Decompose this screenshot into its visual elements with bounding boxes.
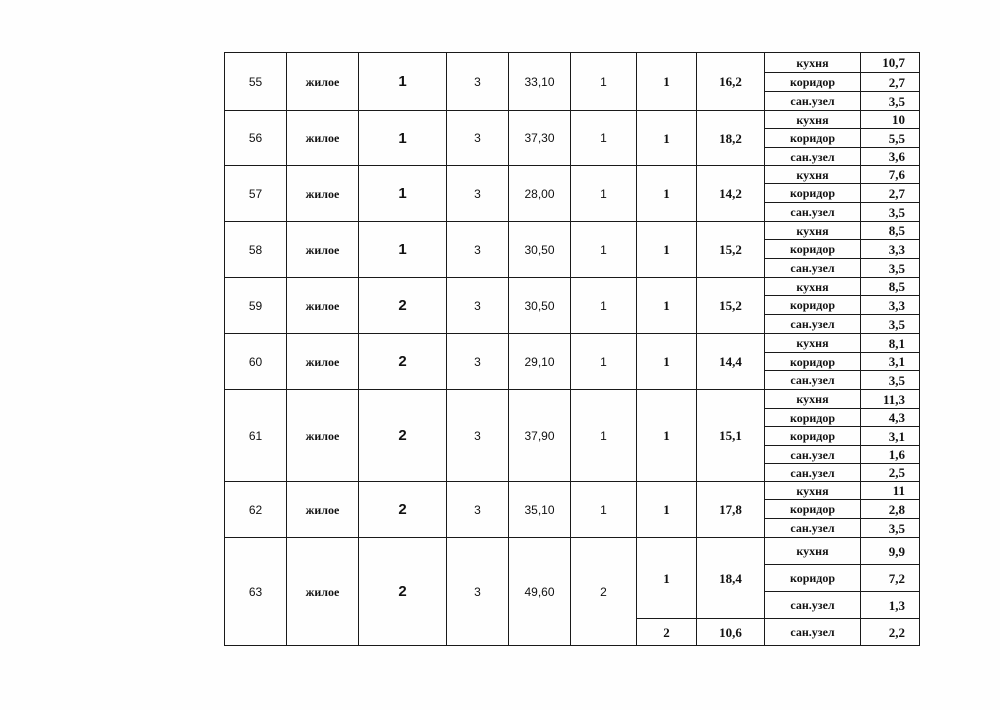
room-number: 1 <box>637 53 697 111</box>
aux-room-area: 3,1 <box>861 427 920 446</box>
aux-room-name: сан.узел <box>765 592 861 619</box>
aux-room-area: 4,3 <box>861 409 920 427</box>
room-count: 1 <box>571 166 637 222</box>
total-area: 28,00 <box>509 166 571 222</box>
aux-room-area: 2,7 <box>861 184 920 203</box>
aux-room-name: коридор <box>765 73 861 92</box>
apartment-table <box>224 52 920 646</box>
aux-room-area: 3,5 <box>861 92 920 111</box>
room-area: 14,2 <box>697 166 765 222</box>
apartment-number: 58 <box>225 222 287 278</box>
aux-room-area: 11,3 <box>861 390 920 409</box>
total-area: 29,10 <box>509 334 571 390</box>
aux-room-area: 1,6 <box>861 446 920 464</box>
floor-number: 1 <box>359 53 447 111</box>
room-number: 1 <box>637 334 697 390</box>
aux-room-name: кухня <box>765 482 861 500</box>
rooms-value: 3 <box>447 166 509 222</box>
premises-type: жилое <box>287 482 359 538</box>
aux-room-area: 3,1 <box>861 353 920 371</box>
room-number: 1 <box>637 538 697 619</box>
table-row <box>225 334 920 353</box>
rooms-value: 3 <box>447 482 509 538</box>
aux-room-area: 7,2 <box>861 565 920 592</box>
floor-number: 2 <box>359 390 447 482</box>
aux-room-name: кухня <box>765 538 861 565</box>
apartment-number: 60 <box>225 334 287 390</box>
aux-room-area: 1,3 <box>861 592 920 619</box>
room-area: 16,2 <box>697 53 765 111</box>
room-number: 1 <box>637 222 697 278</box>
aux-room-name: сан.узел <box>765 315 861 334</box>
aux-room-area: 3,5 <box>861 259 920 278</box>
room-area: 18,4 <box>697 538 765 619</box>
aux-room-name: кухня <box>765 222 861 240</box>
room-number: 1 <box>637 390 697 482</box>
rooms-value: 3 <box>447 390 509 482</box>
aux-room-area: 5,5 <box>861 129 920 148</box>
room-number: 1 <box>637 278 697 334</box>
aux-room-name: коридор <box>765 129 861 148</box>
aux-room-name: коридор <box>765 353 861 371</box>
total-area: 37,30 <box>509 111 571 166</box>
aux-room-name: коридор <box>765 565 861 592</box>
apartment-number: 59 <box>225 278 287 334</box>
total-area: 30,50 <box>509 278 571 334</box>
aux-room-area: 9,9 <box>861 538 920 565</box>
total-area: 33,10 <box>509 53 571 111</box>
floor-number: 1 <box>359 166 447 222</box>
premises-type: жилое <box>287 166 359 222</box>
room-count: 1 <box>571 53 637 111</box>
aux-room-area: 2,2 <box>861 619 920 646</box>
rooms-value: 3 <box>447 222 509 278</box>
aux-room-name: сан.узел <box>765 446 861 464</box>
premises-type: жилое <box>287 278 359 334</box>
aux-room-name: сан.узел <box>765 259 861 278</box>
aux-room-name: сан.узел <box>765 619 861 646</box>
premises-type: жилое <box>287 111 359 166</box>
table-row <box>225 166 920 184</box>
room-count: 2 <box>571 538 637 646</box>
apartment-number: 62 <box>225 482 287 538</box>
room-area: 15,2 <box>697 278 765 334</box>
aux-room-area: 3,3 <box>861 296 920 315</box>
room-count: 1 <box>571 390 637 482</box>
room-number: 1 <box>637 482 697 538</box>
table-row <box>225 278 920 296</box>
aux-room-name: сан.узел <box>765 464 861 482</box>
aux-room-area: 3,6 <box>861 148 920 166</box>
aux-room-name: сан.узел <box>765 148 861 166</box>
table-row <box>225 482 920 500</box>
aux-room-area: 3,5 <box>861 203 920 222</box>
aux-room-name: кухня <box>765 278 861 296</box>
aux-room-name: сан.узел <box>765 203 861 222</box>
aux-room-area: 8,5 <box>861 222 920 240</box>
premises-type: жилое <box>287 53 359 111</box>
room-area: 15,2 <box>697 222 765 278</box>
room-count: 1 <box>571 482 637 538</box>
aux-room-name: коридор <box>765 184 861 203</box>
premises-type: жилое <box>287 538 359 646</box>
aux-room-area: 3,5 <box>861 519 920 538</box>
room-area: 10,6 <box>697 619 765 646</box>
apartment-number: 63 <box>225 538 287 646</box>
table-row <box>225 111 920 129</box>
room-area: 15,1 <box>697 390 765 482</box>
total-area: 37,90 <box>509 390 571 482</box>
apartment-number: 61 <box>225 390 287 482</box>
aux-room-name: коридор <box>765 240 861 259</box>
aux-room-name: кухня <box>765 53 861 73</box>
aux-room-area: 10,7 <box>861 53 920 73</box>
total-area: 30,50 <box>509 222 571 278</box>
aux-room-area: 8,5 <box>861 278 920 296</box>
apartment-number: 55 <box>225 53 287 111</box>
aux-room-area: 3,3 <box>861 240 920 259</box>
table-row <box>225 538 920 565</box>
aux-room-name: коридор <box>765 427 861 446</box>
aux-room-area: 11 <box>861 482 920 500</box>
premises-type: жилое <box>287 334 359 390</box>
aux-room-name: кухня <box>765 334 861 353</box>
floor-number: 2 <box>359 334 447 390</box>
aux-room-area: 8,1 <box>861 334 920 353</box>
floor-number: 2 <box>359 538 447 646</box>
floor-number: 2 <box>359 482 447 538</box>
aux-room-name: коридор <box>765 296 861 315</box>
aux-room-area: 2,8 <box>861 500 920 519</box>
aux-room-name: сан.узел <box>765 92 861 111</box>
floor-number: 1 <box>359 111 447 166</box>
total-area: 35,10 <box>509 482 571 538</box>
aux-room-area: 3,5 <box>861 315 920 334</box>
room-count: 1 <box>571 111 637 166</box>
floor-number: 1 <box>359 222 447 278</box>
apartment-number: 57 <box>225 166 287 222</box>
total-area: 49,60 <box>509 538 571 646</box>
rooms-value: 3 <box>447 111 509 166</box>
aux-room-area: 3,5 <box>861 371 920 390</box>
room-count: 1 <box>571 278 637 334</box>
aux-room-name: сан.узел <box>765 371 861 390</box>
table-row <box>225 222 920 240</box>
room-area: 17,8 <box>697 482 765 538</box>
room-number: 1 <box>637 166 697 222</box>
room-count: 1 <box>571 334 637 390</box>
room-area: 18,2 <box>697 111 765 166</box>
aux-room-area: 2,5 <box>861 464 920 482</box>
premises-type: жилое <box>287 390 359 482</box>
rooms-value: 3 <box>447 538 509 646</box>
aux-room-name: сан.узел <box>765 519 861 538</box>
aux-room-name: коридор <box>765 500 861 519</box>
table-row <box>225 53 920 73</box>
aux-room-area: 7,6 <box>861 166 920 184</box>
aux-room-name: кухня <box>765 111 861 129</box>
aux-room-area: 10 <box>861 111 920 129</box>
apartment-number: 56 <box>225 111 287 166</box>
rooms-value: 3 <box>447 53 509 111</box>
aux-room-area: 2,7 <box>861 73 920 92</box>
aux-room-name: коридор <box>765 409 861 427</box>
rooms-value: 3 <box>447 334 509 390</box>
room-number: 1 <box>637 111 697 166</box>
floor-number: 2 <box>359 278 447 334</box>
aux-room-name: кухня <box>765 166 861 184</box>
room-count: 1 <box>571 222 637 278</box>
table-row <box>225 390 920 409</box>
room-number: 2 <box>637 619 697 646</box>
room-area: 14,4 <box>697 334 765 390</box>
aux-room-name: кухня <box>765 390 861 409</box>
rooms-value: 3 <box>447 278 509 334</box>
premises-type: жилое <box>287 222 359 278</box>
